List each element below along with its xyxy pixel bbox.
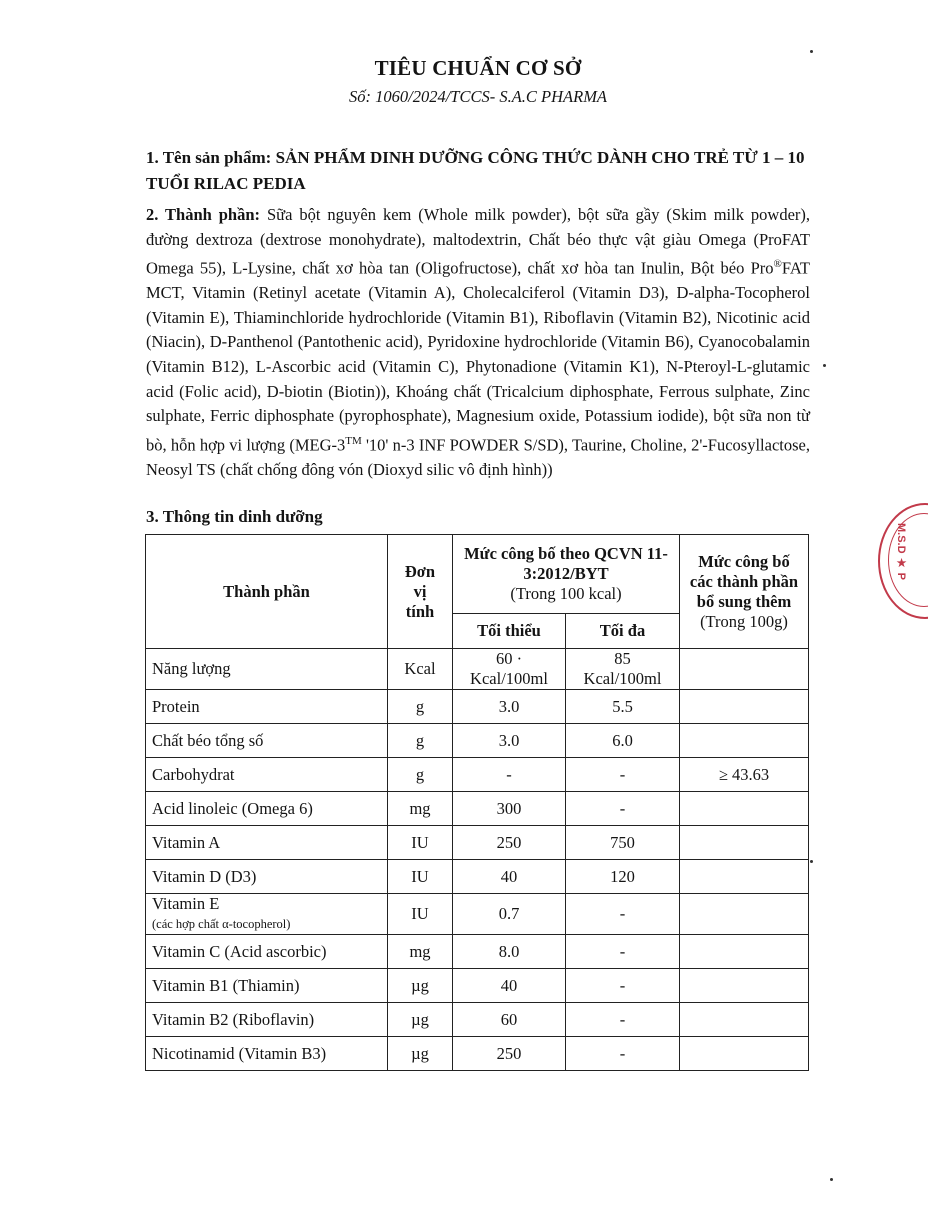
trademark-mark: TM — [345, 434, 362, 447]
registered-mark: ® — [773, 258, 782, 271]
nutrient-name-cell — [146, 1037, 388, 1071]
max-cell-value: 120 — [610, 866, 635, 886]
nutrient-name: Chất béo tổng số — [152, 730, 264, 750]
scan-speck — [823, 364, 826, 367]
min-cell-value: 250 — [496, 1043, 522, 1063]
nutrition-row — [146, 826, 809, 860]
max-cell — [566, 758, 680, 792]
extra-cell — [680, 826, 809, 860]
unit-cell-value: g — [415, 696, 425, 716]
unit-cell-value: IU — [411, 904, 429, 923]
extra-cell-value: ≥ 43.63 — [718, 764, 770, 784]
min-cell — [453, 860, 566, 894]
nutrition-heading: 3. Thông tin dinh dưỡng — [146, 507, 323, 526]
max-cell — [566, 690, 680, 724]
min-cell-value: 3.0 — [498, 730, 520, 750]
max-cell-value: - — [619, 798, 626, 818]
nutrient-name: Vitamin D (D3) — [152, 866, 257, 886]
extra-cell — [680, 1037, 809, 1071]
header-extra-title: Mức công bố các thành phần bổ sung thêm — [689, 551, 799, 611]
extra-cell — [680, 1003, 809, 1037]
max-cell — [566, 1003, 680, 1037]
nutrient-name: Năng lượng — [152, 659, 231, 678]
ingredients-text-3: '10' n-3 INF POWDER S/SD), Taurine, Choline, 2'-Fucosyllactose, Neosyl TS (chất chống đông vón (Dioxyd silic vô định hình)) — [146, 435, 810, 479]
nutrition-row — [146, 894, 809, 935]
unit-cell — [388, 894, 453, 935]
header-declared — [453, 535, 680, 614]
max-cell — [566, 724, 680, 758]
header-unit: Đơn vị tính — [388, 535, 453, 649]
extra-cell — [680, 792, 809, 826]
nutrition-row — [146, 1037, 809, 1071]
unit-cell-value: g — [415, 764, 425, 784]
header-extra-sub: (Trong 100g) — [700, 611, 788, 631]
min-cell-value: 60 · — [495, 649, 523, 668]
scan-speck — [830, 1178, 833, 1181]
unit-cell — [388, 1037, 453, 1071]
unit-cell-value: mg — [409, 798, 431, 818]
max-cell — [566, 935, 680, 969]
scan-speck — [810, 860, 813, 863]
header-min: Tối thiểu — [453, 614, 566, 649]
nutrition-row — [146, 792, 809, 826]
nutrient-name: Nicotinamid (Vitamin B3) — [152, 1043, 327, 1063]
ingredients-text-2: FAT MCT, Vitamin (Retinyl acetate (Vitamin A), Cholecalciferol (Vitamin D3), D-alpha-Tocopherol (Vitamin E), Thiaminchloride hydrochloride (Vitamin B1), Riboflavin (Vitamin B2), Nicotinic acid (Niacin), D-Panthenol (Pantothenic acid), Pyridoxine hydrochloride (Vitamin B6), Cyanocobalamin (Vitamin B12), L-Ascorbic acid (Vitamin C), Phytonadione (Vitamin K1), N-Pteroyl-L-glutamic acid (Folic acid), D-biotin (Biotin)), Khoáng chất (Tricalcium diphosphate, Ferrous sulphate, Zinc sulphate, Ferric diphosphate (pyrophosphate), Magnesium oxide, Potassium iodide), bột sữa non từ bò, hỗn hợp vi lượng (MEG-3 — [146, 258, 810, 455]
extra-cell — [680, 935, 809, 969]
nutrient-name-cell — [146, 860, 388, 894]
max-cell — [566, 894, 680, 935]
max-cell-value: - — [619, 975, 626, 995]
nutrition-row — [146, 758, 809, 792]
max-cell-value: 6.0 — [612, 730, 633, 750]
nutrient-name: Vitamin C (Acid ascorbic) — [152, 941, 327, 961]
min-cell — [453, 1037, 566, 1071]
ingredients-paragraph — [146, 203, 810, 483]
nutrient-name: Vitamin B1 (Thiamin) — [152, 975, 300, 995]
unit-cell — [388, 690, 453, 724]
min-cell — [453, 935, 566, 969]
min-cell-value: 40 — [500, 866, 518, 886]
min-cell-value: 0.7 — [498, 904, 520, 923]
unit-cell — [388, 826, 453, 860]
max-cell — [566, 860, 680, 894]
extra-cell — [680, 894, 809, 935]
nutrient-name: Vitamin A — [152, 832, 221, 852]
max-cell-value: 85 — [614, 649, 631, 668]
unit-cell — [388, 1003, 453, 1037]
nutrient-name: Protein — [152, 696, 200, 716]
max-cell-value: - — [619, 904, 626, 923]
scan-speck — [810, 50, 813, 53]
unit-cell-value: IU — [411, 832, 429, 852]
extra-cell — [680, 690, 809, 724]
max-cell-value: 750 — [610, 832, 635, 852]
header-component: Thành phần — [146, 535, 388, 649]
unit-cell-value: µg — [411, 975, 429, 995]
max-cell-value-unit: Kcal/100ml — [583, 669, 662, 688]
min-cell — [453, 894, 566, 935]
seal-text: M.S.D ★ P — [895, 523, 907, 581]
min-cell-value-unit: Kcal/100ml — [470, 669, 548, 688]
nutrient-name: Carbohydrat — [152, 764, 235, 784]
nutrient-name-cell — [146, 758, 388, 792]
min-cell-value: 3.0 — [498, 696, 520, 716]
max-cell — [566, 826, 680, 860]
header-max: Tối đa — [566, 614, 680, 649]
nutrition-table — [145, 534, 809, 1071]
nutrition-row — [146, 969, 809, 1003]
unit-cell — [388, 649, 453, 690]
ingredients-label: 2. Thành phần: — [146, 205, 261, 224]
min-cell-value: 300 — [496, 798, 522, 818]
extra-cell — [680, 860, 809, 894]
min-cell-value: 40 — [500, 975, 518, 995]
unit-cell — [388, 792, 453, 826]
max-cell-value: - — [619, 1009, 626, 1029]
min-cell-value: 8.0 — [498, 941, 520, 961]
nutrient-name-cell — [146, 894, 388, 935]
unit-cell-value: mg — [409, 941, 431, 961]
nutrition-row — [146, 860, 809, 894]
unit-cell — [388, 935, 453, 969]
header-declared-title: Mức công bố theo QCVN 11-3:2012/BYT — [464, 544, 668, 583]
extra-cell — [680, 758, 809, 792]
unit-cell-value: g — [415, 730, 425, 750]
nutrient-name-cell — [146, 935, 388, 969]
nutrition-row — [146, 1003, 809, 1037]
nutrient-name-cell — [146, 969, 388, 1003]
header-declared-sub: (Trong 100 kcal) — [510, 584, 622, 603]
nutrient-note: (các hợp chất α-tocopherol) — [152, 917, 291, 931]
min-cell — [453, 1003, 566, 1037]
max-cell-value: - — [619, 764, 626, 784]
unit-cell-value: Kcal — [404, 659, 436, 678]
unit-cell — [388, 860, 453, 894]
header-extra — [680, 535, 809, 649]
nutrition-row — [146, 649, 809, 690]
unit-cell-value: µg — [411, 1043, 429, 1063]
extra-cell — [680, 649, 809, 690]
max-cell — [566, 792, 680, 826]
extra-cell — [680, 724, 809, 758]
min-cell — [453, 792, 566, 826]
nutrient-name: Vitamin B2 (Riboflavin) — [152, 1009, 315, 1029]
min-cell-value: 60 — [500, 1009, 518, 1029]
nutrient-name-cell — [146, 690, 388, 724]
unit-cell-value: IU — [411, 866, 429, 886]
company-seal — [878, 503, 928, 619]
max-cell — [566, 969, 680, 1003]
min-cell — [453, 826, 566, 860]
min-cell — [453, 969, 566, 1003]
nutrition-row — [146, 690, 809, 724]
min-cell-value: - — [506, 764, 512, 784]
max-cell-value: - — [619, 1043, 626, 1063]
nutrient-name: Vitamin E — [152, 894, 220, 913]
max-cell — [566, 649, 680, 690]
ingredients-text-1: Sữa bột nguyên kem (Whole milk powder), bột sữa gầy (Skim milk powder), đường dextroza (dextrose monohydrate), maltodextrin, Chất béo thực vật giàu Omega (ProFAT Omega 55), L-Lysine, chất xơ hòa tan (Oligofructose), chất xơ hòa tan Inulin, Bột béo Pro — [146, 205, 811, 278]
unit-cell-value: µg — [411, 1009, 429, 1029]
extra-cell — [680, 969, 809, 1003]
min-cell — [453, 758, 566, 792]
nutrient-name-cell — [146, 792, 388, 826]
unit-cell — [388, 758, 453, 792]
unit-cell — [388, 724, 453, 758]
min-cell-value: 250 — [496, 832, 522, 852]
max-cell-value: - — [619, 941, 626, 961]
document-number: Số: 1060/2024/TCCS- S.A.C PHARMA — [348, 87, 608, 106]
nutrient-name-cell — [146, 826, 388, 860]
max-cell — [566, 1037, 680, 1071]
min-cell — [453, 690, 566, 724]
nutrient-name-cell — [146, 1003, 388, 1037]
nutrition-row — [146, 935, 809, 969]
product-name-heading: 1. Tên sản phẩm: SẢN PHẨM DINH DƯỠNG CÔNG THỨC DÀNH CHO TRẺ TỪ 1 – 10 TUỔI RILAC PEDIA — [146, 148, 805, 193]
nutrition-row — [146, 724, 809, 758]
nutrient-name-cell — [146, 649, 388, 690]
min-cell — [453, 724, 566, 758]
nutrient-name-cell — [146, 724, 388, 758]
min-cell — [453, 649, 566, 690]
unit-cell — [388, 969, 453, 1003]
document-title: TIÊU CHUẨN CƠ SỞ — [374, 56, 582, 80]
max-cell-value: 5.5 — [612, 696, 633, 716]
nutrient-name: Acid linoleic (Omega 6) — [152, 798, 313, 818]
